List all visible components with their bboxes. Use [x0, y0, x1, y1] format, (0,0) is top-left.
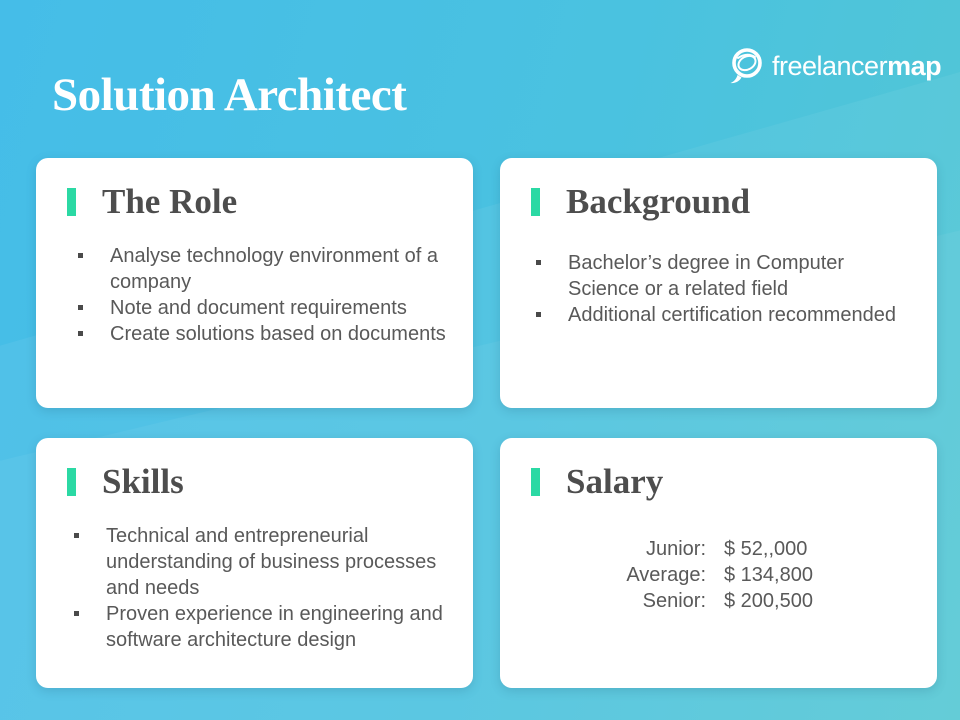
list-item — [78, 321, 450, 347]
logo-text-map: map — [887, 50, 942, 81]
bullet-text: Proven experience in engineering and software architecture design — [106, 603, 443, 651]
salary-label-senior: Senior: — [642, 590, 706, 612]
list-item — [74, 523, 446, 601]
logo-text-freelancer: freelancer — [772, 50, 888, 81]
card-skills-bullet-list — [36, 523, 473, 653]
accent-bar — [531, 188, 540, 216]
list-item — [78, 243, 450, 295]
card-skills — [36, 438, 473, 688]
salary-value-junior: $ 52,,000 — [724, 538, 808, 560]
bullet-square-icon — [78, 305, 83, 310]
card-background — [500, 158, 937, 408]
card-salary-heading — [500, 438, 937, 500]
bullet-square-icon — [536, 312, 541, 317]
bullet-square-icon — [74, 611, 79, 616]
card-background-title: Background — [566, 182, 751, 221]
salary-value-average: $ 134,800 — [724, 564, 813, 586]
bullet-text: Create solutions based on documents — [110, 323, 446, 345]
bullet-square-icon — [536, 260, 541, 265]
page-title: Solution Architect — [52, 69, 407, 122]
list-item — [78, 295, 450, 321]
accent-bar — [531, 468, 540, 496]
card-the-role-heading — [36, 158, 473, 220]
accent-bar — [67, 468, 76, 496]
salary-label-junior: Junior: — [645, 538, 706, 560]
bullet-square-icon — [78, 331, 83, 336]
card-the-role — [36, 158, 473, 408]
bullet-square-icon — [78, 253, 83, 258]
salary-table — [500, 536, 937, 614]
bullet-text: Analyse technology environment of a company — [110, 245, 438, 293]
list-item — [536, 302, 908, 328]
bullet-square-icon — [74, 533, 79, 538]
bullet-text: Technical and entrepreneurial understanding of business processes and needs — [106, 525, 437, 599]
freelancermap-logo-icon — [726, 45, 768, 87]
freelancermap-logo — [726, 45, 941, 87]
list-item — [74, 601, 446, 653]
bullet-text: Note and document requirements — [110, 297, 407, 319]
bullet-text: Bachelor’s degree in Computer Science or a related field — [568, 252, 845, 300]
salary-label-average: Average: — [626, 564, 706, 586]
freelancermap-logo-text — [772, 51, 941, 82]
card-skills-title: Skills — [102, 462, 184, 501]
card-salary — [500, 438, 937, 688]
card-background-heading — [500, 158, 937, 220]
salary-value-senior: $ 200,500 — [724, 590, 813, 612]
accent-bar — [67, 188, 76, 216]
card-the-role-title: The Role — [102, 182, 238, 221]
bullet-text: Additional certification recommended — [568, 304, 896, 326]
card-the-role-bullet-list — [36, 243, 473, 347]
card-salary-title: Salary — [566, 462, 664, 501]
list-item — [536, 250, 908, 302]
card-background-bullet-list — [500, 250, 937, 328]
card-skills-heading — [36, 438, 473, 500]
